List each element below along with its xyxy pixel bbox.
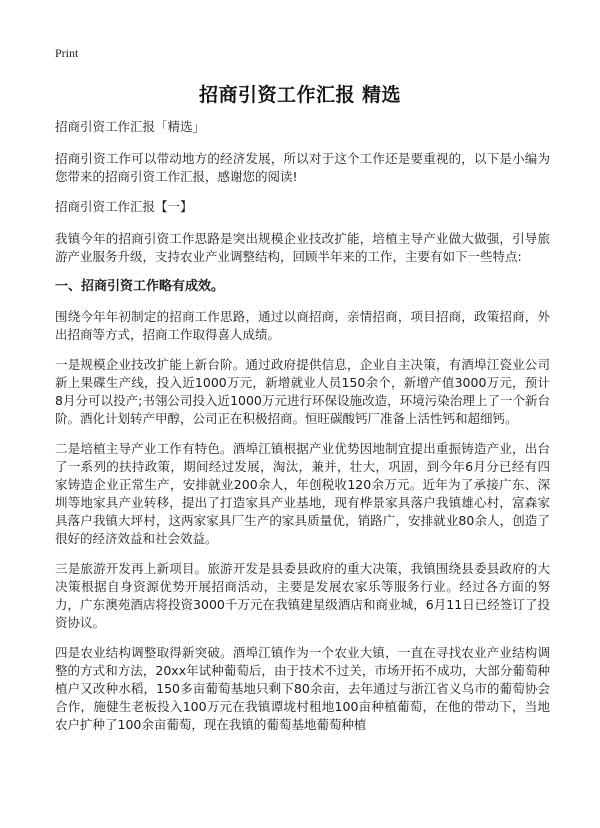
- section-label: 招商引资工作汇报【一】: [55, 199, 193, 214]
- print-label[interactable]: Print: [55, 46, 79, 60]
- document-subtitle: 招商引资工作汇报「精选」: [55, 119, 206, 134]
- paragraph-enterprise-upgrade: 一是规模企业技改扩能上新台阶。通过政府提供信息，企业自主决策，有酒埠江瓷业公司新上果碟生产线，投入近1000万元，新增就业人员150余个，新增产值3000万元，预计8月分可以投产;书翎公司投入近1000万元进行环保设施改造，环境污染治理上了一个新台阶。酒化计划转产甲醇，公司正在积极招商。恒旺碳酸钙厂准备上活性钙和超细钙。: [55, 357, 550, 426]
- heading-investment-results: 一、招商引资工作略有成效。: [55, 279, 225, 294]
- document-body: [55, 118, 550, 746]
- intro-paragraph: 招商引资工作可以带动地方的经济发展，所以对于这个工作还是要重视的，以下是小编为您带来的招商引资工作汇报，感谢您的阅读!: [55, 151, 550, 184]
- paragraph-agriculture: 四是农业结构调整取得新突破。酒埠江镇作为一个农业大镇，一直在寻找农业产业结构调整的方式和方法，20xx年试种葡萄后，由于技术不过关，市场开拓不成功，大部分葡萄种植户又改种水稻，150多亩葡萄基地只剩下80余亩，去年通过与浙江省义乌市的葡萄协会合作，施健生老板投入100万元在我镇谭垅村租地100亩种植葡萄，在他的带动下，当地农户扩种了100余亩葡萄，现在我镇的葡萄基地葡萄种植: [55, 645, 550, 732]
- paragraph-tourism: 三是旅游开发再上新项目。旅游开发是县委县政府的重大决策，我镇围绕县委县政府的大决策根据自身资源优势开展招商活动，主要是发展农家乐等服务行业。经过各方面的努力，广东澳苑酒店将投资3000千万元在我镇建星级酒店和商业城，6月11日已经签订了投资协议。: [55, 561, 550, 630]
- paragraph-overview: 我镇今年的招商引资工作思路是突出规模企业技改扩能，培植主导产业做大做强，引导旅游产业服务升级，支持农业产业调整结构，回顾半年来的工作，主要有如下一些特点:: [55, 231, 550, 264]
- document-title: 招商引资工作汇报 精选: [198, 84, 402, 106]
- paragraph-leading-industry: 二是培植主导产业工作有特色。酒埠江镇根据产业优势因地制宜提出重振铸造产业，出台了一系列的扶持政策，期间经过发展，淘汰，兼并，壮大，巩固，到今年6月分已经有四家铸造企业正常生产，安排就业200余人，年创税收120余万元。近年为了承接广东、深圳等地家具产业转移，提出了打造家具产业基地，现有桦景家具落户我镇雄心村，富森家具落户我镇大坪村，这两家家具厂生产的家具质量优，销路广，安排就业80余人，创造了很好的经济效益和社会效益。: [55, 441, 550, 546]
- paragraph-approach: 围绕今年年初制定的招商工作思路，通过以商招商，亲情招商，项目招商，政策招商，外出招商等方式，招商工作取得喜人成绩。: [55, 309, 550, 342]
